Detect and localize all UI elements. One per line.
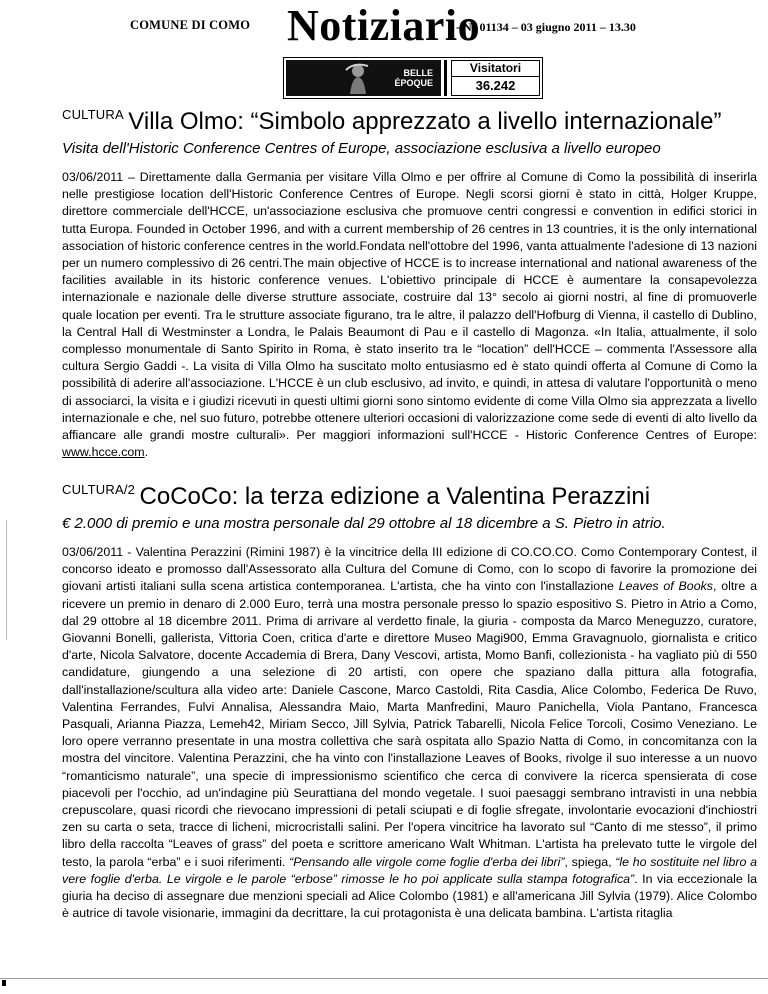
article-title: CoCoCo: la terza edizione a Valentina Perazzini xyxy=(139,483,651,510)
figure-icon xyxy=(344,62,372,94)
banner-image-text: BELLE ÉPOQUE xyxy=(394,68,433,88)
scan-mark xyxy=(2,980,6,986)
visitor-counter-value: 36.242 xyxy=(475,78,516,93)
masthead-issue: - N° 01134 – 03 giugno 2011 – 13.30 xyxy=(456,20,636,34)
article-subtitle: Visita dell'Historic Conference Centres of Europe, associazione esclusiva a livello europeo xyxy=(62,140,661,157)
masthead xyxy=(0,1,768,50)
article-body: 03/06/2011 – Direttamente dalla Germania per visitare Villa Olmo e per offrire al Comune di Como la possibilità di inserirla nelle prestigiose location dell'Historic Conference Centres of Europe. Negli scorsi giorni è stato in città, Holger Kruppe, direttore commerciale dell'HCCE, un'associazione esclusiva che promuove centri congressi e convention in edifici storici in tutta Europa. Founded in October 1996, and with a current membership of 26 centres in 13 countries, it is the only international association of historic conference centres in the world.Fondata nell'ottobre del 1996, vanta attualmente l'adesione di 13 nazioni per un numero complessivo di 26 centri.The main objective of HCCE is to increase international and national awareness of the facilities available in its historic conference venues. L'obiettivo principale di HCCE è aumentare la consapevolezza internazionale e nazionale delle diverse strutture associate, costruire dal 13° secolo ai giorni nostri, al fine di promuoverle quale location per eventi. Tra le strutture associate figurano, tra le altre, il palazzo dell'Hofburg di Vienna, il castello di Dublino, la Central Hall di Westminster a Londra, le Palais Beaumont di Pau e il castello di Magonza. «In Italia, attualmente, il solo complesso monumentale di Santo Spirito in Roma, è stato inserito tra le “location” dell'HCCE – commenta l'Assessore alla cultura Sergio Gaddi -. La visita di Villa Olmo ha suscitato molto entusiasmo ed è stato quindi offerta al Comune di Como la possibilità di aderire all'associazione. L'HCCE è un club esclusivo, ad invito, e quindi, in attesa di valutare l'opportunità o meno di associarci, la visita e i giudizi ricevuti in questi ultimi giorni sono sintomo evidente di come Villa Olmo sia apprezzata a livello internazionale e che, nel suo futuro, potrebbe ottenere ulteriori occasioni di valorizzazione come sede di eventi di alto livello da affiancare alle grandi mostre culturali». Per maggiori informazioni sull'HCCE - Historic Conference Centres of Europe: www.hcce.com. xyxy=(62,170,757,460)
visitor-counter-label: Visitatori xyxy=(452,61,539,77)
visitor-counter xyxy=(451,60,540,96)
article-headline xyxy=(62,107,757,136)
banner-divider xyxy=(444,60,447,96)
belle-epoque-image xyxy=(286,60,441,96)
article-villa-olmo xyxy=(62,107,757,461)
hcce-link[interactable]: www.hcce.com xyxy=(62,445,145,460)
article-subtitle: € 2.000 di premio e una mostra personale dal 29 ottobre al 18 dicembre a S. Pietro in atrio. xyxy=(62,515,666,532)
article-kicker: CULTURA/2 xyxy=(62,482,136,497)
bottom-rule xyxy=(0,978,768,979)
article-body: 03/06/2011 - Valentina Perazzini (Rimini 1987) è la vincitrice della III edizione di CO.CO.CO. Como Contemporary Contest, il concorso ideato e promosso dall'Assessorato alla Cultura del Comune di Como, con lo scopo di favorire la promozione dei giovani artisti italiani sulla scena artistica contemporanea. L'artista, che ha vinto con l'installazione Leaves of Books, oltre a ricevere un premio in denaro di 2.000 Euro, terrà una mostra personale presso lo spazio espositivo S. Pietro in Atrio a Como, dal 29 ottobre al 18 dicembre 2011. Prima di arrivare al verdetto finale, la giuria - composta da Marco Meneguzzo, curatore, Giovanni Bonelli, gallerista, Vittoria Coen, critica d'arte e direttore Museo Magi900, Emma Gravagnuolo, giornalista e critico d'arte, Nicola Salvatore, docente Accademia di Brera, Dany Vescovi, artista, Momo Banfi, collezionista - ha vagliato più di 550 candidature, giungendo a una selezione di 20 artisti, con opere che spaziano dalla pittura alla fotografia, dall'installazione/scultura alla video arte: Daniele Cascone, Marco Castoldi, Rita Casdia, Alice Colombo, Federica De Ruvo, Valentina Ferrandes, Fulvi Annalisa, Alessandra Maio, Marta Manfredini, Mauro Panichella, Viola Pantano, Francesca Pasquali, Arianna Piazza, Lemeh42, Miriam Secco, Jill Sylvia, Patrick Tabarelli, Nicola Felice Torcoli, Cosimo Veneziano. Le loro opere verranno presentate in una mostra collettiva che sarà ospitata allo Spazio Natta di Como, in concomitanza con la mostra del vincitore. Valentina Perazzini, che ha vinto con l'installazione Leaves of Books, rivolge il suo interesse a un nuovo “romanticismo naturale”, una specie di impressionismo scientifico che cerca di convivere la ricerca spensierata di cose piacevoli per l'occhio, ad un'indagine più Seurattiana del mondo vegetale. I suoi paesaggi sembrano intravisti in una nebbia crepuscolare, quasi ricordi che rievocano impressioni di petali sciupati e di foglie sfregate, involontarie evocazioni d'inchiostri zen su carta o seta, tracce di licheni, microcristalli salini. Per l'opera vincitrice ha lavorato sul “Canto di me stesso”, il primo libro della raccolta “Leaves of grass” del poeta e scrittore americano Walt Whitman. L'artista ha prelevato tutte le virgole del testo, la parola “erba” e i suoi riferimenti. “Pensando alle virgole come foglie d'erba dei libri”, spiega, “le ho sostituite nel libro a vere foglie d'erba. Le virgole e le parole “erbose” rimosse le ho poi applicate sulla stampa fotografica”. In via eccezionale la giuria ha deciso di assegnare due menzioni speciali ad Alice Colombo (1981) e all'americana Jill Sylvia (1979). Alice Colombo è autrice di tavole visionarie, immagini da decrittare, la cui protagonista è una delicata bambina. L'artista ritaglia xyxy=(62,545,757,921)
banner xyxy=(283,57,543,99)
article-kicker: CULTURA xyxy=(62,107,124,122)
masthead-title: Notiziario xyxy=(287,1,481,50)
article-cococo xyxy=(62,482,757,922)
scan-margin-line xyxy=(6,520,7,640)
article-title: Villa Olmo: “Simbolo apprezzato a livello internazionale” xyxy=(128,108,722,135)
masthead-comune: COMUNE DI COMO xyxy=(130,18,251,32)
article-headline xyxy=(62,482,757,511)
